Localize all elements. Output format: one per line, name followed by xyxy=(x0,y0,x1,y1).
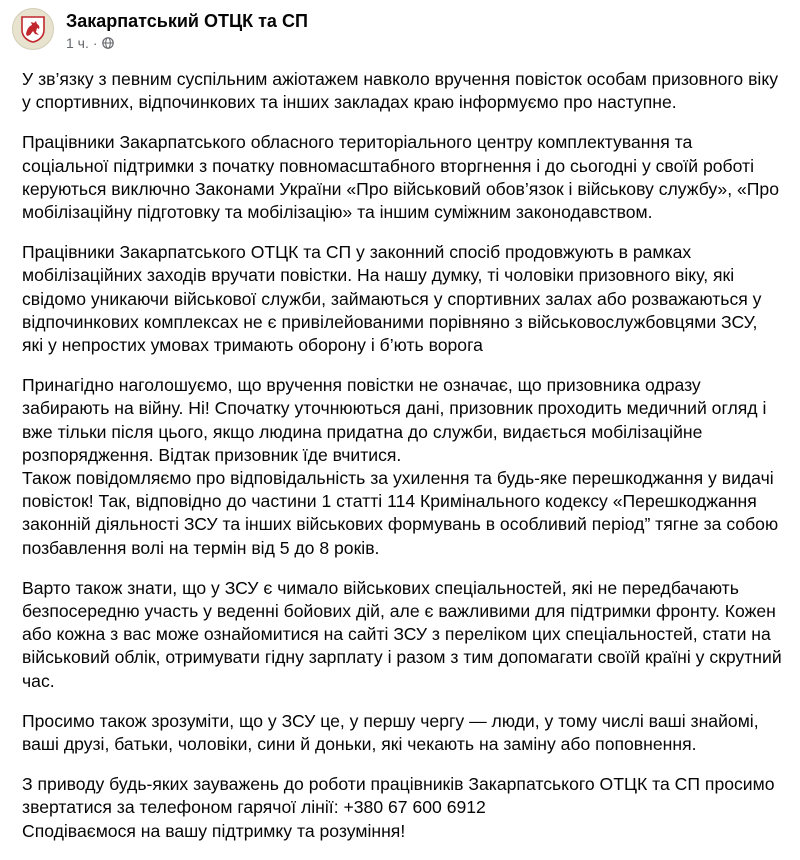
post-paragraph-2: Працівники Закарпатського обласного територіального центру комплектування та соціальної підтримки з початку повномасштабного вторгнення і до сьогодні у своїй роботі керуються виключно Законами України «Про військовий обов’язок і військову службу», «Про мобілізаційну підготовку та мобілізацію» та іншим суміжним законодавством. xyxy=(22,132,779,223)
post-paragraph-5: Варто також знати, що у ЗСУ є чимало військових спеціальностей, які не передбачають безпосередню участь у веденні бойових дій, але є важливими для підтримки фронту. Кожен або кожна з вас може ознайомитися на сайті ЗСУ з переліком цих спеціальностей, стати на військовий облік, отримувати гідну зарплату і разом з тим допомагати своїй країні у скрутний час. xyxy=(22,577,782,691)
post-time[interactable]: 1 ч. xyxy=(66,35,89,51)
meta-separator: · xyxy=(92,35,98,51)
coat-of-arms-icon xyxy=(20,15,46,43)
post-paragraph-7: З приводу будь-яких зауважень до роботи працівників Закарпатського ОТЦК та СП просимо звертатися за телефоном гарячої лінії: +380 67 600 6912 Сподіваємося на вашу підтримку та розуміння! xyxy=(22,774,775,841)
globe-icon xyxy=(102,37,114,49)
post-meta xyxy=(66,35,308,51)
post-paragraph-1: У зв’язку з певним суспільним ажіотажем навколо вручення повісток особам призовного віку у спортивних, відпочинкових та інших закладах краю інформуємо про наступне. xyxy=(22,69,779,113)
page-avatar[interactable] xyxy=(12,8,54,50)
post-header xyxy=(12,8,308,51)
post-paragraph-4: Принагідно наголошуємо, що вручення повістки не означає, що призовника одразу забирають на війну. Ні! Спочатку уточнюються дані, призовник проходить медичний огляд і вже тільки після цього, якщо людина придатна до служби, видається мобілізаційне розпорядження. Відтак призовник їде вчитися. Також повідомляємо про відповідальність за ухилення та будь-яке перешкоджання у видачі повісток! Так, відповідно до частини 1 статті 114 Кримінального кодексу «Перешкоджання законній діяльності ЗСУ та інших військових формувань в особливий період” тягне за собою позбавлення волі на термін від 5 до 8 років. xyxy=(22,375,779,558)
post-paragraph-6: Просимо також зрозуміти, що у ЗСУ це, у першу чергу — люди, у тому числі ваші знайомі, ваші друзі, батьки, чоловіки, сини й доньки, які чекають на заміну або поповнення. xyxy=(22,710,759,755)
post-paragraph-3: Працівники Закарпатського ОТЦК та СП у законний спосіб продовжують в рамках мобілізаційних заходів вручати повістки. На нашу думку, ті чоловіки призовного віку, які свідомо уникаючи військової служби, займаються у спортивних залах або розважаються у відпочинкових комплексах не є привілейованими порівняно з військовослужбовцями ЗСУ, які у непростих умовах тримають оборону і б’ють ворога xyxy=(22,242,762,356)
post-text xyxy=(22,68,782,860)
page-name[interactable]: Закарпатський ОТЦК та СП xyxy=(66,11,308,31)
